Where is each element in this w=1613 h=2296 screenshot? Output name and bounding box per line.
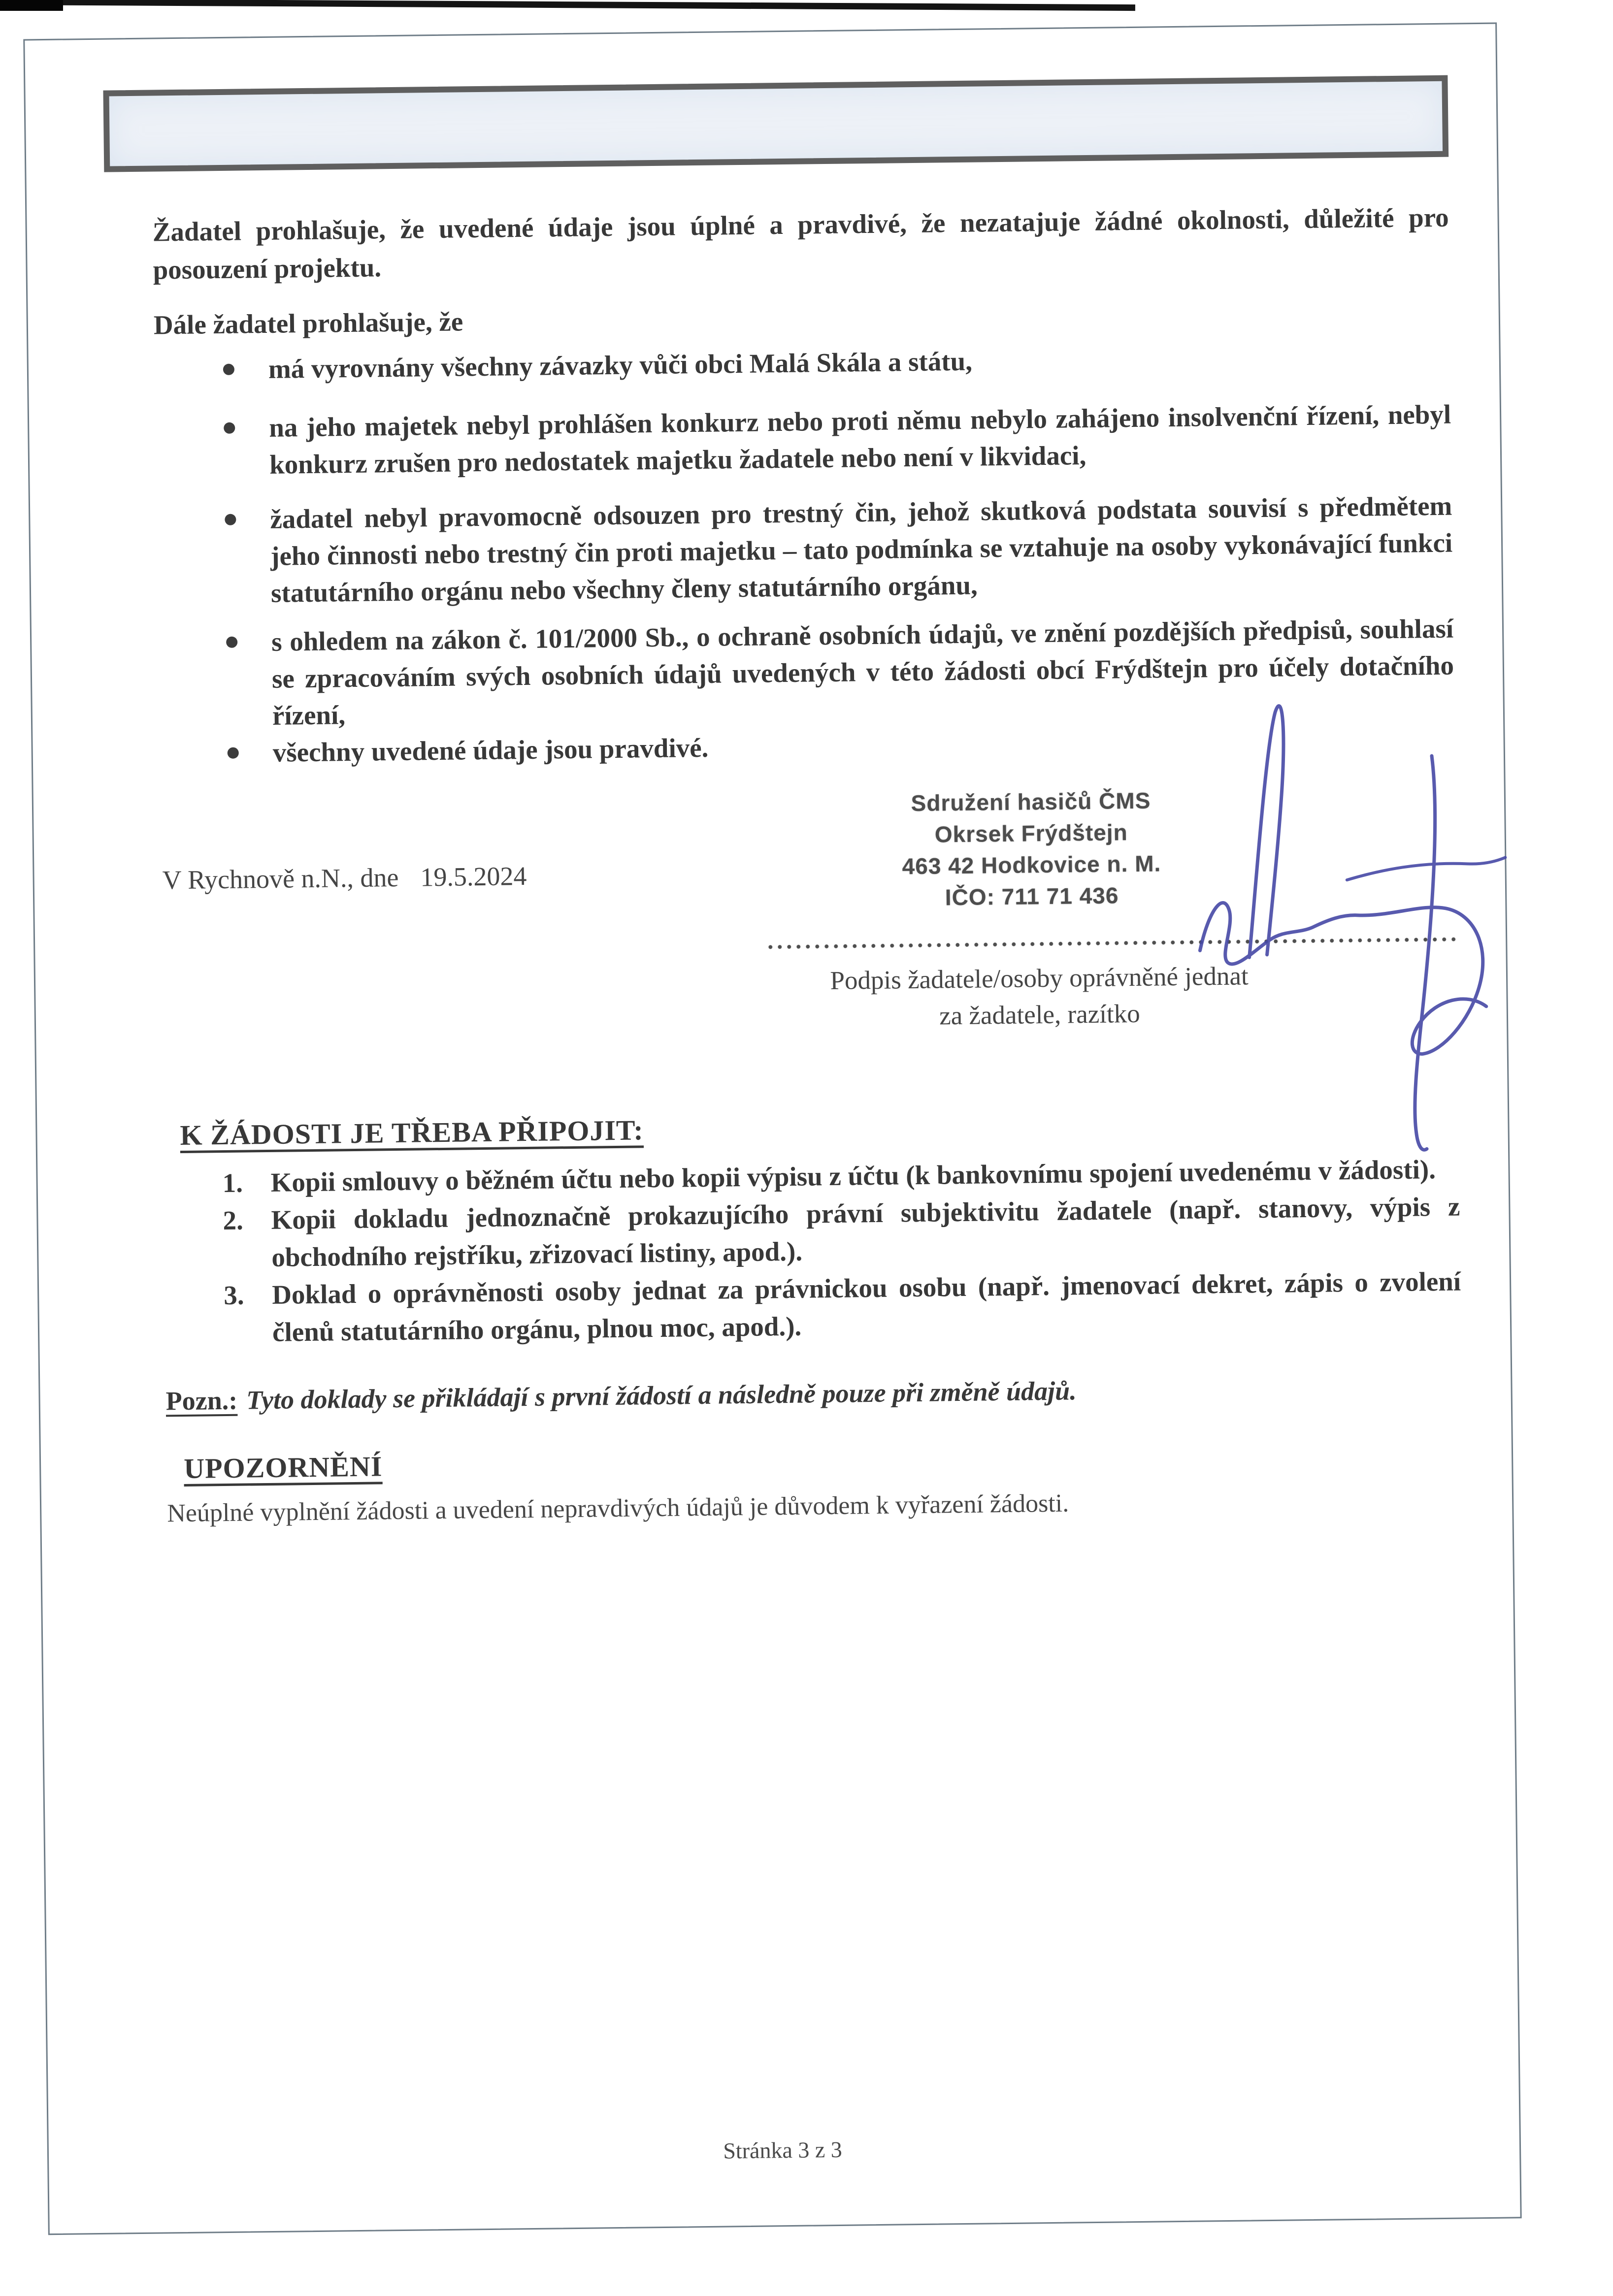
page-footer: Stránka 3 z 3 <box>723 2136 843 2164</box>
item-number: 1. <box>222 1167 243 1198</box>
stamp-line: 463 42 Hodkovice n. M. <box>902 850 1161 879</box>
stamp-line: IČO: 711 71 436 <box>945 882 1119 910</box>
header-bar <box>103 75 1448 172</box>
declaration-intro: Dále žadatel prohlašuje, že <box>153 306 463 340</box>
list-item-text: má vyrovnány všechny závazky vůči obci Malá Skála a státu, <box>268 346 973 384</box>
item-number: 2. <box>223 1205 244 1236</box>
attachment-item <box>223 1263 1462 1351</box>
bullet-icon <box>228 747 239 759</box>
list-item <box>270 487 1453 612</box>
attachment-item <box>223 1188 1461 1276</box>
attachments-list <box>222 1151 1461 1351</box>
note-label: Pozn.: <box>165 1385 238 1416</box>
stamp-line: Okrsek Frýdštejn <box>934 819 1128 847</box>
attachment-item-text: Kopii dokladu jednoznačně prokazujícího právní subjektivitu žadatele (např. stanovy, výpis z obchodního rejstříku, zřizovací listiny, apod.). <box>271 1191 1460 1272</box>
list-item-text: žadatel nebyl pravomocně odsouzen pro trestný čin, jehož skutková podstata souvisí s předmětem jeho činnosti nebo trestný čin proti majetku – tato podmínka se vztahuje na osoby vykonávající funkci statutárního orgánu nebo všechny členy statutárního orgánu, <box>270 490 1453 608</box>
signature-caption-line: Podpis žadatele/osoby oprávněné jednat <box>830 962 1249 996</box>
attachment-item-text: Doklad o oprávněnosti osoby jednat za právnickou osobu (např. jmenovací dekret, zápis o zvolení členů statutárního orgánu, plnou moc, apod.). <box>271 1266 1461 1347</box>
attachments-heading: K ŽÁDOSTI JE TŘEBA PŘIPOJIT: <box>180 1114 644 1152</box>
attachment-item-text: Kopii smlouvy o běžném účtu nebo kopii výpisu z účtu (k bankovnímu spojení uvedenému v žádosti). <box>270 1154 1436 1197</box>
list-item-text: s ohledem na zákon č. 101/2000 Sb., o ochraně osobních údajů, ve znění pozdějších předpisů, souhlasí se zpracováním svých osobních údajů uvedených v této žádosti obcí Frýdštejn pro účely dotačního řízení, <box>271 613 1454 731</box>
bullet-icon <box>226 637 237 648</box>
declaration-paragraph: Žadatel prohlašuje, že uvedené údaje jsou úplné a pravdivé, že nezatajuje žádné okolnosti, důležité pro posouzení projektu. <box>152 202 1449 285</box>
item-number: 3. <box>223 1280 244 1311</box>
bullet-icon <box>223 364 234 375</box>
date-line <box>162 861 527 895</box>
list-item-text: na jeho majetek nebyl prohlášen konkurz nebo proti němu nebylo zahájeno insolvenční řízení, nebyl konkurz zrušen pro nedostatek majetku žadatele nebo není v likvidaci, <box>268 399 1451 480</box>
stamp-line: Sdružení hasičů ČMS <box>911 787 1151 816</box>
signature-caption-line: za žadatele, razítko <box>939 999 1140 1031</box>
bullet-icon <box>225 514 236 525</box>
note-text: Tyto doklady se přikládají s první žádostí a následně pouze při změně údajů. <box>246 1376 1077 1415</box>
warning-text: Neúplné vyplnění žádosti a uvedení nepravdivých údajů je důvodem k vyřazení žádosti. <box>166 1489 1069 1528</box>
date-value: 19.5.2024 <box>420 861 527 892</box>
date-place: V Rychnově n.N., dne <box>162 862 399 895</box>
warning-heading: UPOZORNĚNÍ <box>183 1450 383 1485</box>
handwritten-signature <box>1143 671 1522 1168</box>
list-item <box>269 396 1452 483</box>
list-item-text: všechny uvedené údaje jsou pravdivé. <box>272 732 709 768</box>
bullet-icon <box>224 422 235 434</box>
